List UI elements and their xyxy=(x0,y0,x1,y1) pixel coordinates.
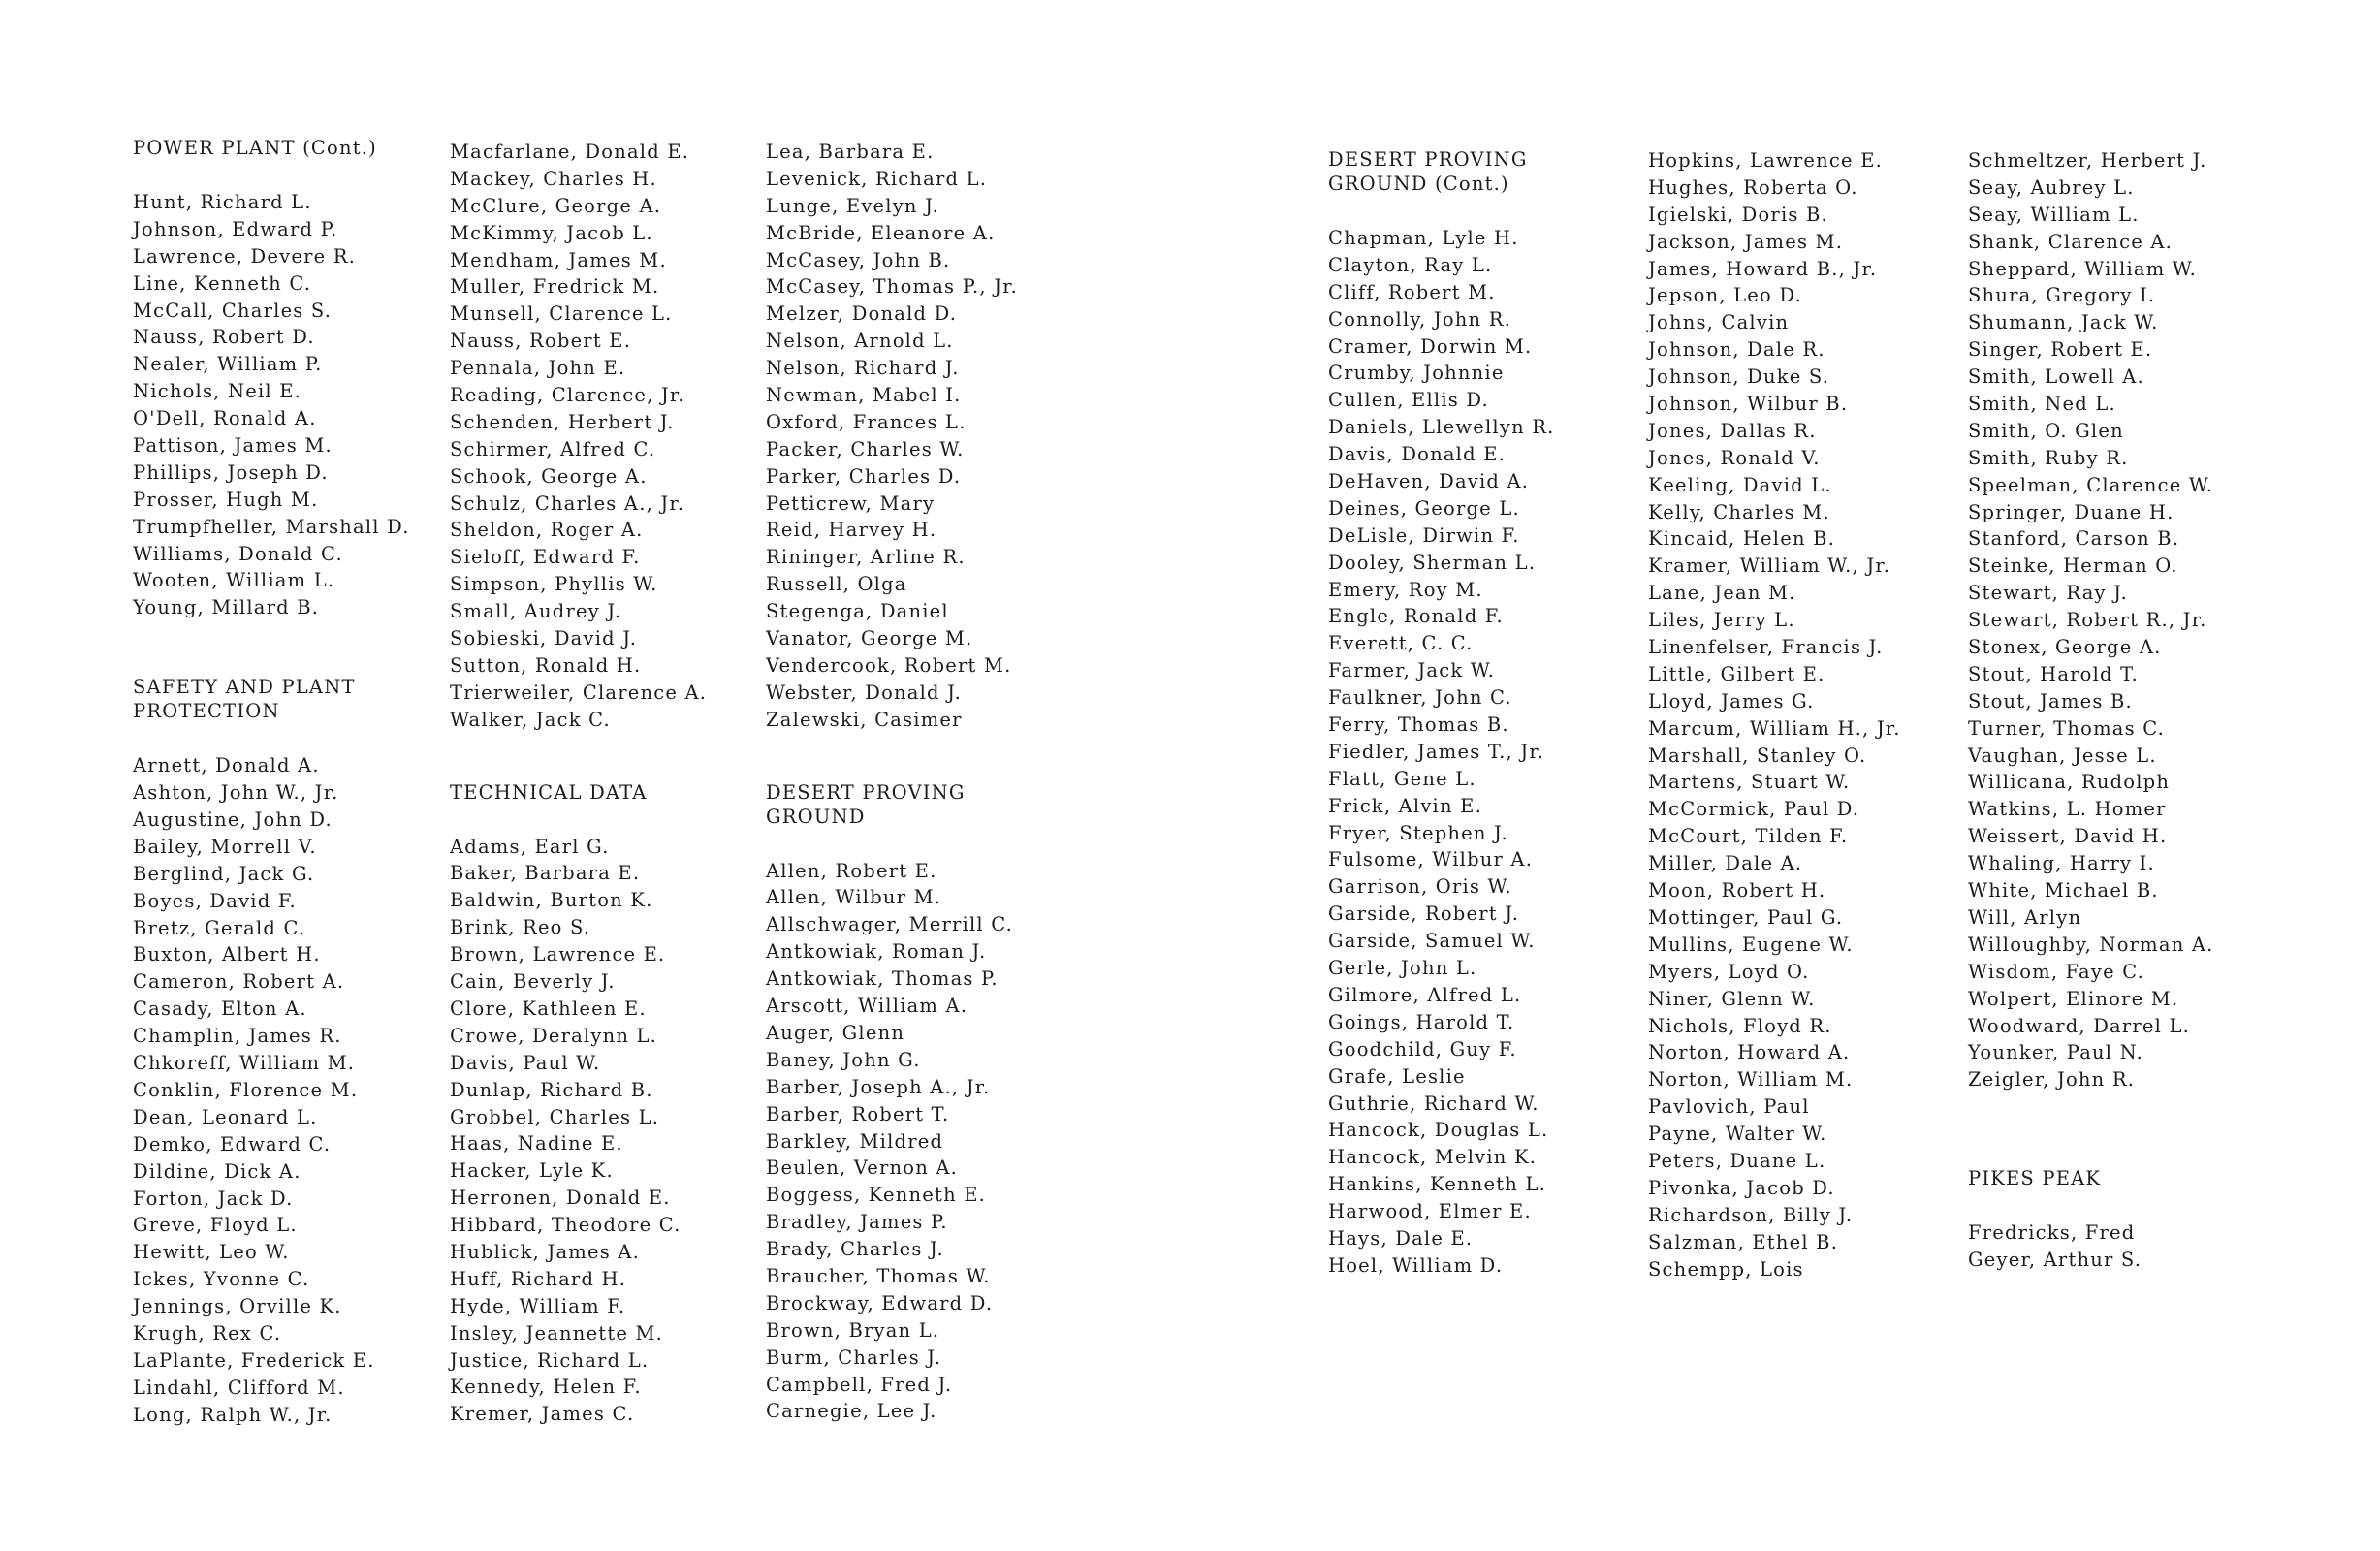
right-column-1 xyxy=(1328,147,1555,1280)
employee-name: Engle, Ronald F. xyxy=(1328,605,1504,628)
employee-name: Brink, Reo S. xyxy=(450,916,591,939)
employee-name: Baney, John G. xyxy=(766,1048,921,1071)
employee-name: LaPlante, Frederick E. xyxy=(133,1348,375,1372)
employee-name: Norton, William M. xyxy=(1648,1068,1854,1092)
employee-name: O'Dell, Ronald A. xyxy=(133,407,317,430)
employee-name: Petticrew, Mary xyxy=(766,491,936,515)
employee-name: McKimmy, Jacob L. xyxy=(450,221,653,244)
employee-name: Cullen, Ellis D. xyxy=(1328,389,1489,412)
employee-name: Seay, William L. xyxy=(1968,203,2140,226)
employee-name: Hays, Dale E. xyxy=(1328,1226,1474,1250)
employee-name: Campbell, Fred J. xyxy=(766,1373,953,1396)
employee-name: Mendham, James M. xyxy=(450,248,667,271)
employee-name: Haas, Nadine E. xyxy=(450,1132,623,1155)
employee-name: Stegenga, Daniel xyxy=(766,600,949,623)
employee-name: Deines, George L. xyxy=(1328,496,1520,520)
employee-name: Pattison, James M. xyxy=(133,434,333,458)
section-heading-line: GROUND xyxy=(766,805,866,828)
employee-name: Cain, Beverly J. xyxy=(450,970,616,994)
section-heading-line: DESERT PROVING xyxy=(1328,148,1528,171)
employee-name: Vendercook, Robert M. xyxy=(766,653,1012,677)
employee-name: Simpson, Phyllis W. xyxy=(450,573,658,596)
employee-name: Newman, Mabel I. xyxy=(766,384,962,407)
employee-name: Buxton, Albert H. xyxy=(133,943,321,966)
employee-name: Hewitt, Leo W. xyxy=(133,1241,290,1264)
employee-name: Ickes, Yvonne C. xyxy=(133,1268,310,1291)
employee-name: Muller, Fredrick M. xyxy=(450,275,660,299)
employee-name: Reading, Clarence, Jr. xyxy=(450,384,685,407)
employee-name: Smith, O. Glen xyxy=(1968,419,2124,442)
employee-name: Shank, Clarence A. xyxy=(1968,230,2174,253)
employee-name: Greve, Floyd L. xyxy=(133,1214,298,1237)
employee-name: Reid, Harvey H. xyxy=(766,519,937,542)
employee-name: Macfarlane, Donald E. xyxy=(450,141,690,163)
employee-name: Stewart, Ray J. xyxy=(1968,582,2129,605)
employee-name: Wolpert, Elinore M. xyxy=(1968,987,2179,1010)
employee-name: Clayton, Ray L. xyxy=(1328,253,1493,276)
employee-name: Crowe, Deralynn L. xyxy=(450,1024,658,1047)
employee-name: Lea, Barbara E. xyxy=(766,141,935,163)
employee-name: Marcum, William H., Jr. xyxy=(1648,716,1901,740)
employee-name: Arnett, Donald A. xyxy=(133,754,320,777)
employee-name: Small, Audrey J. xyxy=(450,600,622,623)
employee-name: Moon, Robert H. xyxy=(1648,879,1826,902)
employee-name: Singer, Robert E. xyxy=(1968,338,2153,362)
employee-name: Prosser, Hugh M. xyxy=(133,488,319,511)
employee-name: Pivonka, Jacob D. xyxy=(1648,1176,1835,1199)
employee-name: Hankins, Kenneth L. xyxy=(1328,1173,1546,1196)
right-page xyxy=(1190,0,2380,1551)
employee-name: Johns, Calvin xyxy=(1648,311,1790,334)
employee-name: Justice, Richard L. xyxy=(450,1348,650,1372)
employee-name: Berglind, Jack G. xyxy=(133,862,315,885)
employee-name: Boggess, Kenneth E. xyxy=(766,1184,987,1207)
employee-name: Little, Gilbert E. xyxy=(1648,662,1825,685)
employee-name: Kennedy, Helen F. xyxy=(450,1376,642,1399)
right-column-3 xyxy=(1968,147,2214,1274)
employee-name: Sobieski, David J. xyxy=(450,627,638,650)
employee-name: Nelson, Arnold L. xyxy=(766,330,954,353)
employee-name: Gerle, John L. xyxy=(1328,957,1477,980)
employee-name: Clore, Kathleen E. xyxy=(450,997,647,1020)
employee-name: Adams, Earl G. xyxy=(450,835,610,858)
employee-name: Crumby, Johnnie xyxy=(1328,362,1505,385)
employee-name: Augustine, John D. xyxy=(133,808,333,832)
employee-name: Hacker, Lyle K. xyxy=(450,1159,614,1183)
employee-name: Fulsome, Wilbur A. xyxy=(1328,848,1534,871)
employee-name: Mottinger, Paul G. xyxy=(1648,905,1844,929)
employee-name: Dooley, Sherman L. xyxy=(1328,551,1537,574)
employee-name: Brown, Lawrence E. xyxy=(450,943,666,966)
employee-name: Nichols, Floyd R. xyxy=(1648,1014,1832,1037)
employee-name: Faulkner, John C. xyxy=(1328,686,1512,710)
employee-name: Stout, Harold T. xyxy=(1968,662,2139,685)
employee-name: Salzman, Ethel B. xyxy=(1648,1230,1839,1253)
right-column-2 xyxy=(1648,147,1901,1282)
section-heading-line: DESERT PROVING xyxy=(766,780,966,804)
employee-name: Barber, Joseph A., Jr. xyxy=(766,1075,991,1098)
employee-name: Chkoreff, William M. xyxy=(133,1052,356,1075)
employee-name: Steinke, Herman O. xyxy=(1968,554,2178,578)
employee-name: Geyer, Arthur S. xyxy=(1968,1249,2142,1272)
employee-name: Grobbel, Charles L. xyxy=(450,1105,660,1128)
employee-name: Packer, Charles W. xyxy=(766,437,965,460)
employee-name: Speelman, Clarence W. xyxy=(1968,473,2214,496)
employee-name: Jepson, Leo D. xyxy=(1648,284,1802,307)
section-heading: POWER PLANT (Cont.) xyxy=(133,137,377,159)
employee-name: Levenick, Richard L. xyxy=(766,167,988,190)
employee-name: Schook, George A. xyxy=(450,464,648,488)
employee-name: Hughes, Roberta O. xyxy=(1648,175,1858,199)
employee-name: Marshall, Stanley O. xyxy=(1648,744,1867,767)
employee-name: Allschwager, Merrill C. xyxy=(766,913,1014,936)
employee-name: Davis, Paul W. xyxy=(450,1051,601,1074)
section-heading-line: PROTECTION xyxy=(133,700,280,723)
employee-name: Kincaid, Helen B. xyxy=(1648,527,1836,551)
employee-name: McCasey, John B. xyxy=(766,248,951,271)
employee-name: Shumann, Jack W. xyxy=(1968,311,2159,334)
employee-name: Lindahl, Clifford M. xyxy=(133,1376,345,1399)
employee-name: Myers, Loyd O. xyxy=(1648,960,1810,983)
employee-name: Demko, Edward C. xyxy=(133,1132,332,1155)
employee-name: McCourt, Tilden F. xyxy=(1648,825,1849,848)
employee-name: Sutton, Ronald H. xyxy=(450,653,642,677)
employee-name: McBride, Eleanore A. xyxy=(766,221,996,244)
employee-name: Kramer, William W., Jr. xyxy=(1648,554,1891,578)
employee-name: Munsell, Clarence L. xyxy=(450,302,673,326)
employee-name: Forton, Jack D. xyxy=(133,1187,294,1210)
employee-name: Rininger, Arline R. xyxy=(766,546,966,569)
employee-name: Mackey, Charles H. xyxy=(450,167,657,190)
employee-name: Sheppard, William W. xyxy=(1968,257,2198,280)
employee-name: Willoughby, Norman A. xyxy=(1968,933,2214,956)
employee-name: James, Howard B., Jr. xyxy=(1648,257,1878,280)
employee-name: Smith, Lowell A. xyxy=(1968,365,2144,389)
employee-name: Schenden, Herbert J. xyxy=(450,410,675,433)
employee-name: Trierweiler, Clarence A. xyxy=(450,681,708,704)
employee-name: Ashton, John W., Jr. xyxy=(133,781,339,805)
employee-name: Young, Millard B. xyxy=(133,596,320,619)
employee-name: Jennings, Orville K. xyxy=(133,1295,342,1318)
employee-name: Nauss, Robert D. xyxy=(133,326,315,349)
employee-name: Emery, Roy M. xyxy=(1328,578,1483,601)
employee-name: Harwood, Elmer E. xyxy=(1328,1200,1532,1223)
employee-name: Beulen, Vernon A. xyxy=(766,1156,959,1180)
employee-name: Dean, Leonard L. xyxy=(133,1105,318,1128)
employee-name: Lawrence, Devere R. xyxy=(133,244,357,268)
employee-name: Parker, Charles D. xyxy=(766,464,962,488)
employee-name: Hancock, Melvin K. xyxy=(1328,1146,1538,1169)
employee-name: Williams, Donald C. xyxy=(133,542,343,565)
employee-name: Goodchild, Guy F. xyxy=(1328,1037,1517,1060)
employee-name: Shura, Gregory I. xyxy=(1968,284,2156,307)
employee-name: Auger, Glenn xyxy=(766,1021,905,1044)
employee-name: Brady, Charles J. xyxy=(766,1238,944,1261)
employee-name: Line, Kenneth C. xyxy=(133,271,312,295)
section-heading-line: GROUND (Cont.) xyxy=(1328,173,1509,195)
section-heading: TECHNICAL DATA xyxy=(450,780,648,804)
employee-name: Stanford, Carson B. xyxy=(1968,527,2180,551)
employee-name: Seay, Aubrey L. xyxy=(1968,175,2135,199)
employee-name: Willicana, Rudolph xyxy=(1968,771,2171,794)
employee-name: Gilmore, Alfred L. xyxy=(1328,983,1522,1006)
employee-name: DeHaven, David A. xyxy=(1328,470,1530,493)
employee-name: Zeigler, John R. xyxy=(1968,1068,2136,1092)
employee-name: Garrison, Oris W. xyxy=(1328,875,1512,899)
employee-name: Ferry, Thomas B. xyxy=(1328,713,1509,737)
employee-name: Daniels, Llewellyn R. xyxy=(1328,416,1555,439)
employee-name: Kremer, James C. xyxy=(450,1403,635,1426)
employee-name: McCormick, Paul D. xyxy=(1648,798,1860,821)
employee-name: Miller, Dale A. xyxy=(1648,852,1803,875)
employee-name: Baldwin, Burton K. xyxy=(450,889,653,912)
employee-name: Fryer, Stephen J. xyxy=(1328,821,1508,844)
employee-name: Hoel, William D. xyxy=(1328,1253,1504,1277)
employee-name: Watkins, L. Homer xyxy=(1968,798,2167,821)
employee-name: Fredricks, Fred xyxy=(1968,1221,2136,1245)
employee-name: Zalewski, Casimer xyxy=(766,708,963,731)
employee-name: Everett, C. C. xyxy=(1328,632,1474,655)
employee-name: Pavlovich, Paul xyxy=(1648,1095,1810,1119)
employee-name: Jackson, James M. xyxy=(1648,230,1844,253)
employee-name: Connolly, John R. xyxy=(1328,307,1511,331)
employee-name: Goings, Harold T. xyxy=(1328,1010,1515,1033)
employee-name: Sieloff, Edward F. xyxy=(450,546,641,569)
employee-name: Burm, Charles J. xyxy=(766,1345,942,1369)
employee-name: Arscott, William A. xyxy=(766,995,968,1018)
employee-name: Johnson, Duke S. xyxy=(1648,365,1830,389)
employee-name: Davis, Donald E. xyxy=(1328,443,1507,466)
employee-name: Schirmer, Alfred C. xyxy=(450,437,656,460)
employee-name: Oxford, Frances L. xyxy=(766,410,967,433)
employee-name: Hyde, William F. xyxy=(450,1294,626,1317)
left-column-3 xyxy=(766,139,1018,1425)
employee-name: Grafe, Leslie xyxy=(1328,1064,1466,1088)
employee-name: Johnson, Dale R. xyxy=(1648,338,1825,362)
employee-name: Bretz, Gerald C. xyxy=(133,916,306,939)
employee-name: Fiedler, James T., Jr. xyxy=(1328,740,1545,763)
section-heading xyxy=(133,675,410,723)
employee-name: Peters, Duane L. xyxy=(1648,1149,1826,1172)
employee-name: Chapman, Lyle H. xyxy=(1328,227,1519,249)
employee-name: Weissert, David H. xyxy=(1968,825,2168,848)
employee-name: Jones, Ronald V. xyxy=(1648,446,1821,469)
employee-name: Smith, Ned L. xyxy=(1968,393,2116,416)
employee-name: Hublick, James A. xyxy=(450,1240,641,1263)
employee-name: Trumpfheller, Marshall D. xyxy=(133,515,410,538)
employee-name: Conklin, Florence M. xyxy=(133,1078,359,1101)
employee-name: Martens, Stuart W. xyxy=(1648,771,1851,794)
employee-name: Jones, Dallas R. xyxy=(1648,419,1817,442)
employee-name: Norton, Howard A. xyxy=(1648,1041,1851,1064)
section-heading xyxy=(1328,147,1555,196)
employee-name: Pennala, John E. xyxy=(450,357,626,380)
employee-name: Schmeltzer, Herbert J. xyxy=(1968,149,2207,172)
employee-name: Nauss, Robert E. xyxy=(450,330,632,353)
employee-name: Keeling, David L. xyxy=(1648,473,1832,496)
employee-name: Flatt, Gene L. xyxy=(1328,767,1476,790)
employee-name: Schulz, Charles A., Jr. xyxy=(450,491,685,515)
employee-name: Baker, Barbara E. xyxy=(450,862,641,885)
employee-name: Barber, Robert T. xyxy=(766,1102,950,1125)
employee-name: Linenfelser, Francis J. xyxy=(1648,636,1884,659)
employee-name: Wooten, William L. xyxy=(133,569,335,592)
employee-name: Mullins, Eugene W. xyxy=(1648,933,1854,956)
employee-name: Barkley, Mildred xyxy=(766,1129,944,1153)
employee-name: Insley, Jeannette M. xyxy=(450,1321,664,1345)
employee-name: Allen, Wilbur M. xyxy=(766,886,942,909)
employee-name: Boyes, David F. xyxy=(133,889,297,912)
employee-name: Hopkins, Lawrence E. xyxy=(1648,149,1884,172)
employee-name: Phillips, Joseph D. xyxy=(133,460,329,484)
employee-name: Woodward, Darrel L. xyxy=(1968,1014,2191,1037)
employee-name: Cameron, Robert A. xyxy=(133,970,345,994)
employee-name: Herronen, Donald E. xyxy=(450,1187,671,1210)
employee-name: Payne, Walter W. xyxy=(1648,1123,1827,1146)
employee-name: Vanator, George M. xyxy=(766,627,973,650)
employee-name: Guthrie, Richard W. xyxy=(1328,1092,1539,1115)
employee-name: Stonex, George A. xyxy=(1968,636,2162,659)
employee-name: McCall, Charles S. xyxy=(133,299,333,322)
employee-name: Smith, Ruby R. xyxy=(1968,446,2129,469)
employee-name: Nealer, William P. xyxy=(133,353,323,376)
employee-name: Hunt, Richard L. xyxy=(133,191,312,213)
left-column-1 xyxy=(133,136,410,1429)
employee-name: Webster, Donald J. xyxy=(766,681,963,704)
section-heading-line: SAFETY AND PLANT xyxy=(133,676,356,699)
employee-name: Frick, Alvin E. xyxy=(1328,794,1482,817)
section-heading: PIKES PEAK xyxy=(1968,1167,2102,1190)
employee-name: Champlin, James R. xyxy=(133,1025,342,1048)
employee-name: Johnson, Wilbur B. xyxy=(1648,393,1849,416)
employee-name: Garside, Samuel W. xyxy=(1328,930,1536,953)
employee-name: Wisdom, Faye C. xyxy=(1968,960,2145,983)
employee-name: Richardson, Billy J. xyxy=(1648,1203,1854,1226)
employee-name: Krugh, Rex C. xyxy=(133,1321,282,1345)
employee-name: Niner, Glenn W. xyxy=(1648,987,1816,1010)
employee-name: Cramer, Dorwin M. xyxy=(1328,334,1533,358)
employee-name: Casady, Elton A. xyxy=(133,997,307,1021)
employee-name: McCasey, Thomas P., Jr. xyxy=(766,275,1018,299)
section-heading xyxy=(766,780,1018,829)
employee-name: Lloyd, James G. xyxy=(1648,689,1815,712)
employee-name: Hibbard, Theodore C. xyxy=(450,1214,682,1237)
employee-name: Stout, James B. xyxy=(1968,689,2133,712)
employee-name: Cliff, Robert M. xyxy=(1328,280,1496,303)
employee-name: Carnegie, Lee J. xyxy=(766,1400,937,1423)
employee-name: Hancock, Douglas L. xyxy=(1328,1119,1549,1142)
employee-name: Kelly, Charles M. xyxy=(1648,500,1830,523)
employee-name: Walker, Jack C. xyxy=(450,708,611,731)
employee-name: Lunge, Evelyn J. xyxy=(766,194,939,217)
employee-name: Bailey, Morrell V. xyxy=(133,835,317,858)
employee-name: Whaling, Harry I. xyxy=(1968,852,2155,875)
employee-name: Sheldon, Roger A. xyxy=(450,519,644,542)
employee-name: Stewart, Robert R., Jr. xyxy=(1968,609,2207,632)
employee-name: White, Michael B. xyxy=(1968,879,2159,902)
employee-name: Nelson, Richard J. xyxy=(766,357,960,380)
employee-name: McClure, George A. xyxy=(450,194,662,217)
left-column-2 xyxy=(450,139,707,1428)
employee-name: Farmer, Jack W. xyxy=(1328,659,1495,682)
employee-name: Turner, Thomas C. xyxy=(1968,716,2166,740)
employee-name: Antkowiak, Thomas P. xyxy=(766,967,999,991)
employee-name: Springer, Duane H. xyxy=(1968,500,2174,523)
employee-name: Will, Arlyn xyxy=(1968,905,2082,929)
employee-name: Huff, Richard H. xyxy=(450,1267,627,1290)
employee-name: Dildine, Dick A. xyxy=(133,1159,301,1183)
employee-name: DeLisle, Dirwin F. xyxy=(1328,523,1520,547)
employee-name: Braucher, Thomas W. xyxy=(766,1264,991,1287)
employee-name: Nichols, Neil E. xyxy=(133,380,302,403)
employee-name: Russell, Olga xyxy=(766,573,907,596)
employee-name: Igielski, Doris B. xyxy=(1648,203,1828,226)
employee-name: Schempp, Lois xyxy=(1648,1257,1804,1281)
employee-name: Dunlap, Richard B. xyxy=(450,1078,653,1101)
employee-name: Johnson, Edward P. xyxy=(133,217,338,240)
employee-name: Younker, Paul N. xyxy=(1968,1041,2144,1064)
employee-name: Brown, Bryan L. xyxy=(766,1318,940,1342)
employee-name: Brockway, Edward D. xyxy=(766,1291,994,1314)
employee-name: Melzer, Donald D. xyxy=(766,302,958,326)
employee-name: Lane, Jean M. xyxy=(1648,582,1796,605)
employee-name: Garside, Robert J. xyxy=(1328,902,1520,926)
employee-name: Bradley, James P. xyxy=(766,1211,948,1234)
employee-name: Liles, Jerry L. xyxy=(1648,609,1795,632)
employee-name: Vaughan, Jesse L. xyxy=(1968,744,2157,767)
employee-name: Allen, Robert E. xyxy=(766,859,937,882)
employee-name: Antkowiak, Roman J. xyxy=(766,940,987,964)
employee-name: Long, Ralph W., Jr. xyxy=(133,1403,333,1426)
